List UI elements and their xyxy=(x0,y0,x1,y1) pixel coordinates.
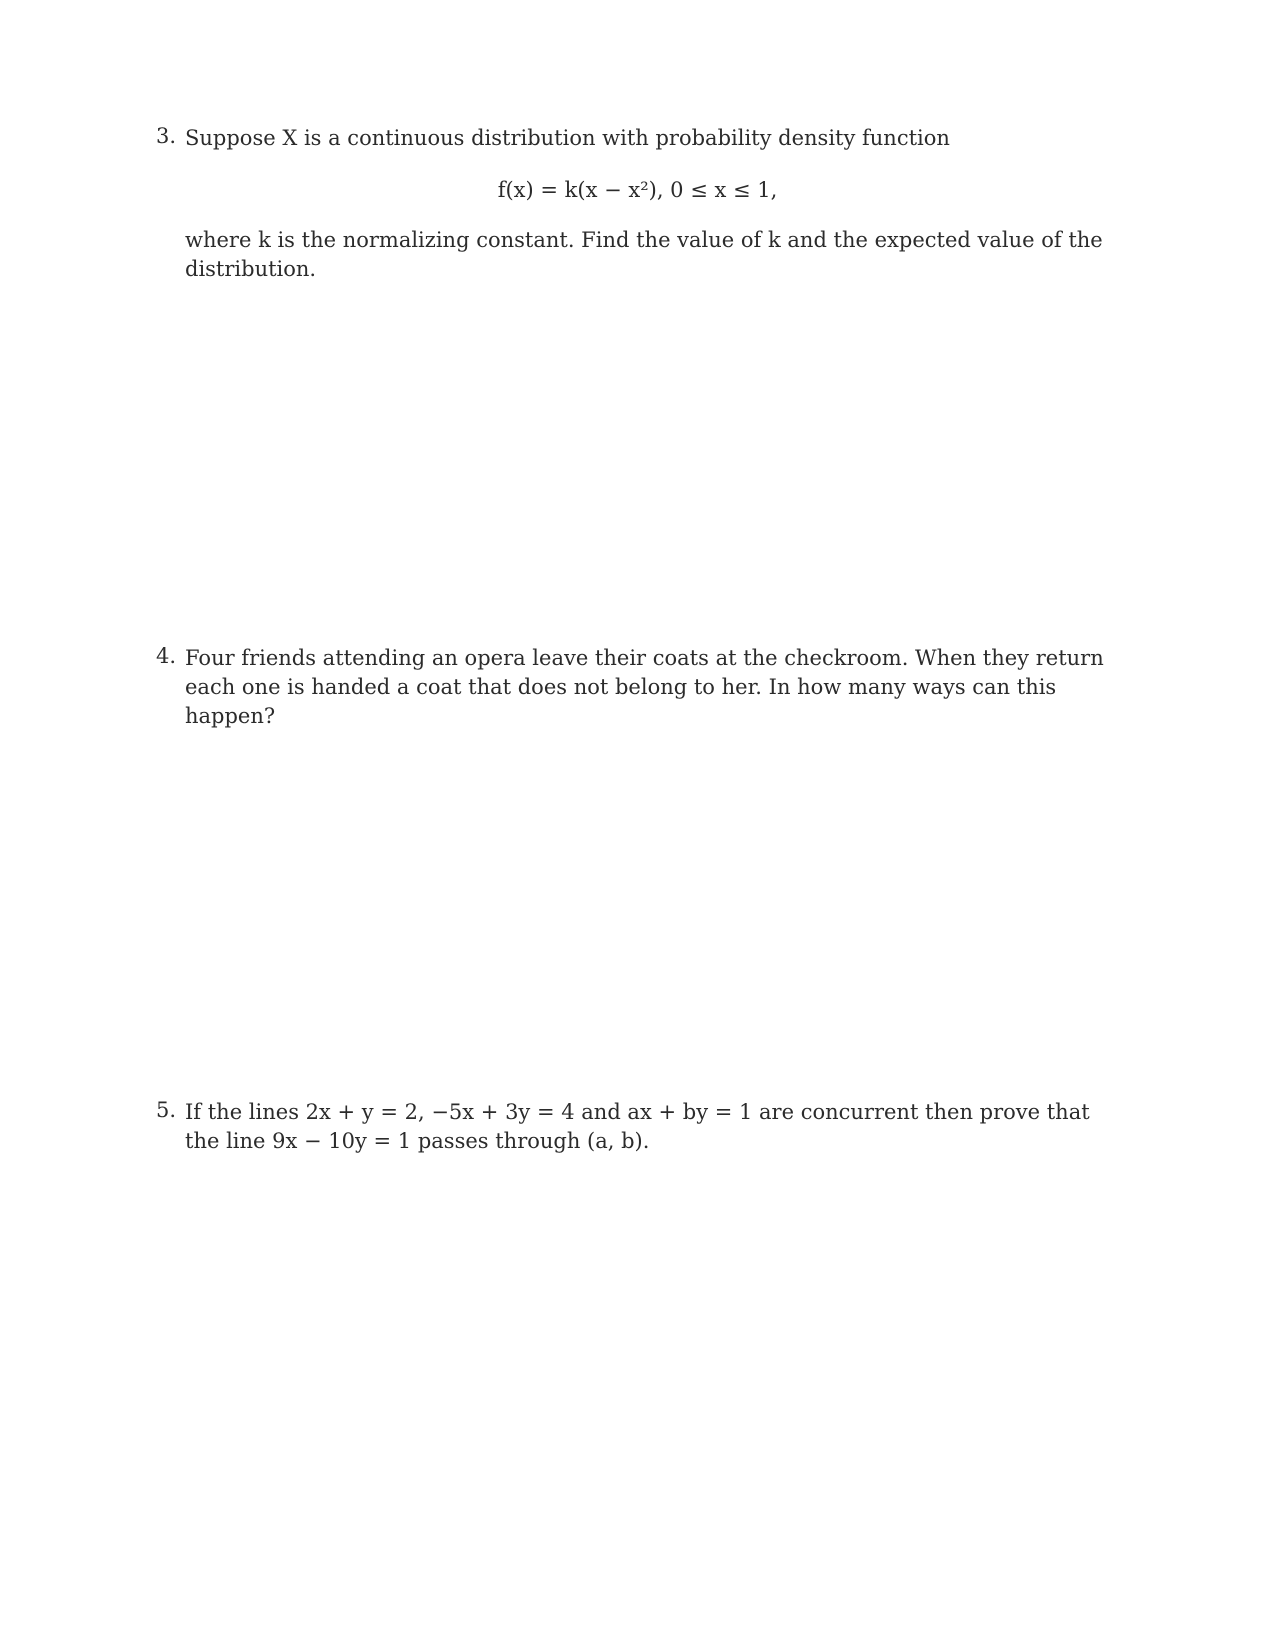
problem-3-tail: where k is the normalizing constant. Find the value of k and the expected value of the distribution. xyxy=(185,228,1103,281)
problem-number: 5. xyxy=(156,1098,177,1122)
problem-4 xyxy=(156,644,1122,731)
problem-4-text: Four friends attending an opera leave their coats at the checkroom. When they return each one is handed a coat that does not belong to her. In how many ways can this happen? xyxy=(185,646,1104,728)
problem-3 xyxy=(156,124,1122,153)
problem-number: 4. xyxy=(156,644,177,668)
problem-number: 3. xyxy=(156,124,177,148)
problem-3-line1: Suppose X is a continuous distribution with probability density function xyxy=(185,126,950,150)
problem-3-intro xyxy=(185,124,1122,153)
pdf-equation: f(x) = k(x − x²), 0 ≤ x ≤ 1, xyxy=(497,178,778,202)
problem-5-text: If the lines 2x + y = 2, −5x + 3y = 4 and ax + by = 1 are concurrent then prove that the line 9x − 10y = 1 passes through (a, b). xyxy=(185,1100,1090,1153)
problem-5 xyxy=(156,1098,1122,1156)
